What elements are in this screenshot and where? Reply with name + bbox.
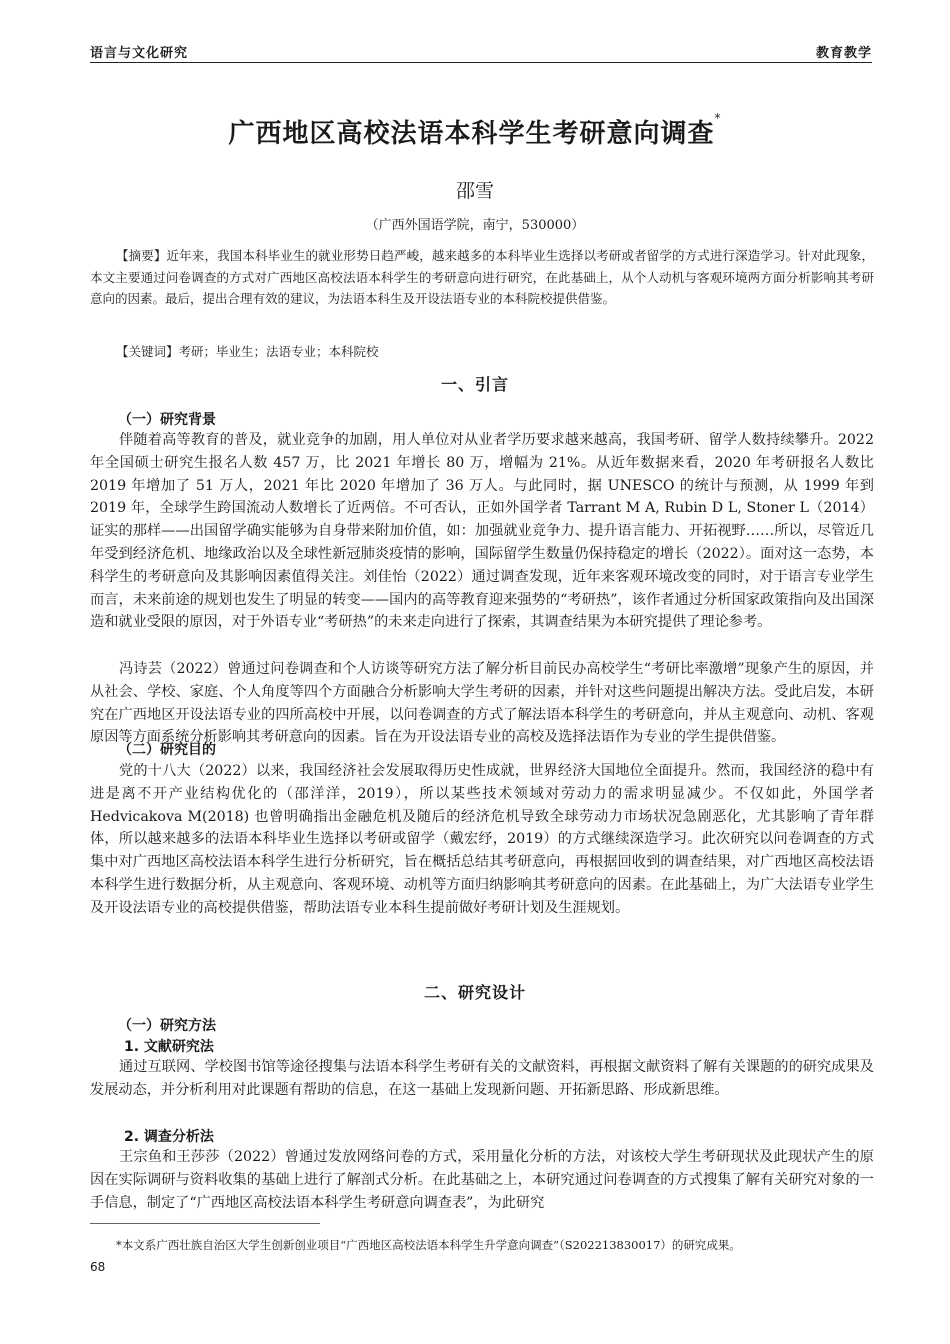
section-heading-design: 二、研究设计 [423,983,526,1002]
footnote: *本文系广西壮族自治区大学生创新创业项目“广西地区高校法语本科学生升学意向调查”（S202213830017）的研究成果。 [116,1238,741,1252]
subsection-heading-methods: （一）研究方法 [118,1018,216,1034]
paragraph-survey-method: 王宗鱼和王莎莎（2022）曾通过发放网络问卷的方式，采用量化分析的方法，对该校大学生考研现状及此现状产生的原因在实际调研与资料收集的基础上进行了解剖式分析。在此基础之上，本研究通过问卷调查的方式搜集了解有关研究对象的一手信息，制定了“广西地区高校法语本科学生考研意向调查表”，为此研究 [90,1149,874,1211]
paragraph-background-1: 伴随着高等教育的普及，就业竞争的加剧，用人单位对从业者学历要求越来越高，我国考研、留学人数持续攀升。2022 年全国硕士研究生报名人数 457 万，比 2021 年增长 80 万，增幅为 21%。从近年数据来看，2020 年考研报名人数比 2019 年增加了 51 万人，2021 年比 2020 年增加了 36 万人。与此同时，据 UNESCO 的统计与预测，从 1999 年到 2019 年，全球学生跨国流动人数增长了近两倍。不可否认，正如外国学者 Tarrant M A, Rubin D L, Stoner L（2014）证实的那样——出国留学确实能够为自身带来附加价值，如：加强就业竞争力、提升语言能力、开拓视野……所以，尽管近几年受到经济危机、地缘政治以及全球性新冠肺炎疫情的影响，国际留学生数量仍保持稳定的增长（2022）。面对这一态势，本科学生的考研意向及其影响因素值得关注。刘佳怡（2022）通过调查发现，近年来客观环境改变的同时，对于语言专业学生而言，未来前途的规划也发生了明显的转变——国内的高等教育迎来强势的“考研热”，该作者通过分析国家政策指向及出国深造和就业受限的原因，对于外语专业“考研热”的未来走向进行了探索，其调查结果为本研究提供了理论参考。 [90,432,874,631]
abstract: 【摘要】近年来，我国本科毕业生的就业形势日趋严峻，越来越多的本科毕业生选择以考研或者留学的方式进行深造学习。针对此现象，本文主要通过问卷调查的方式对广西地区高校法语本科学生的考研意向进行研究，在此基础上，从个人动机与客观环境两方面分析影响其考研意向的因素。最后，提出合理有效的建议，为法语本科生及开设法语专业的本科院校提供借鉴。 [90,248,874,306]
subsection-heading-purpose: （二）研究目的 [118,742,216,758]
author-name: 邵雪 [455,180,494,202]
column-label: 教育教学 [815,46,872,61]
article-title [0,113,950,150]
method-heading-survey: 2. 调查分析法 [124,1129,214,1145]
author-affiliation: （广西外国语学院，南宁，530000） [365,218,585,233]
running-header [90,42,872,63]
title-footnote-mark: * [714,111,722,125]
method-heading-literature: 1. 文献研究法 [124,1039,214,1055]
section-heading-introduction: 一、引言 [440,375,509,394]
paragraph-literature-method: 通过互联网、学校图书馆等途径搜集与法语本科学生考研有关的文献资料，再根据文献资料了解有关课题的的研究成果及发展动态，并分析利用对此课题有帮助的信息，在这一基础上发现新问题、开拓新思路、形成新思维。 [90,1059,874,1098]
page-number: 68 [90,1260,106,1274]
subsection-heading-background: （一）研究背景 [118,412,216,428]
paragraph-purpose: 党的十八大（2022）以来，我国经济社会发展取得历史性成就，世界经济大国地位全面提升。然而，我国经济的稳中有进是离不开产业结构优化的（邵洋洋，2019），所以某些技术领域对劳动力的需求明显减少。不仅如此，外国学者 Hedvicakova M(2018) 也曾明确指出金融危机及随后的经济危机导致全球劳动力市场状况急剧恶化，尤其影响了青年群体，所以越来越多的法语本科毕业生选择以考研或留学（戴宏纾，2019）的方式继续深造学习。此次研究以问卷调查的方式集中对广西地区高校法语本科学生进行分析研究，旨在概括总结其考研意向，再根据回收到的调查结果，对广西地区高校法语本科学生进行数据分析，从主观意向、客观环境、动机等方面归纳影响其考研意向的因素。在此基础上，为广大法语专业学生及开设法语专业的高校提供借鉴，帮助法语专业本科生提前做好考研计划及生涯规划。 [90,763,874,916]
paragraph-background-2: 冯诗芸（2022）曾通过问卷调查和个人访谈等研究方法了解分析目前民办高校学生“考研比率激增”现象产生的原因，并从社会、学校、家庭、个人角度等四个方面融合分析影响大学生考研的因素，并针对这些问题提出解决方法。受此启发，本研究在广西地区开设法语专业的四所高校中开展，以问卷调查的方式了解法语本科学生的考研意向，并从主观意向、动机、客观原因等方面系统分析影响其考研意向的因素。旨在为开设法语专业的高校及选择法语作为专业的学生提供借鉴。 [90,661,874,746]
journal-section-label: 语言与文化研究 [90,46,189,61]
keywords: 【关键词】考研；毕业生；法语专业；本科院校 [116,344,379,359]
article-title-text: 广西地区高校法语本科学生考研意向调查 [228,119,715,149]
footnote-divider [90,1223,320,1224]
